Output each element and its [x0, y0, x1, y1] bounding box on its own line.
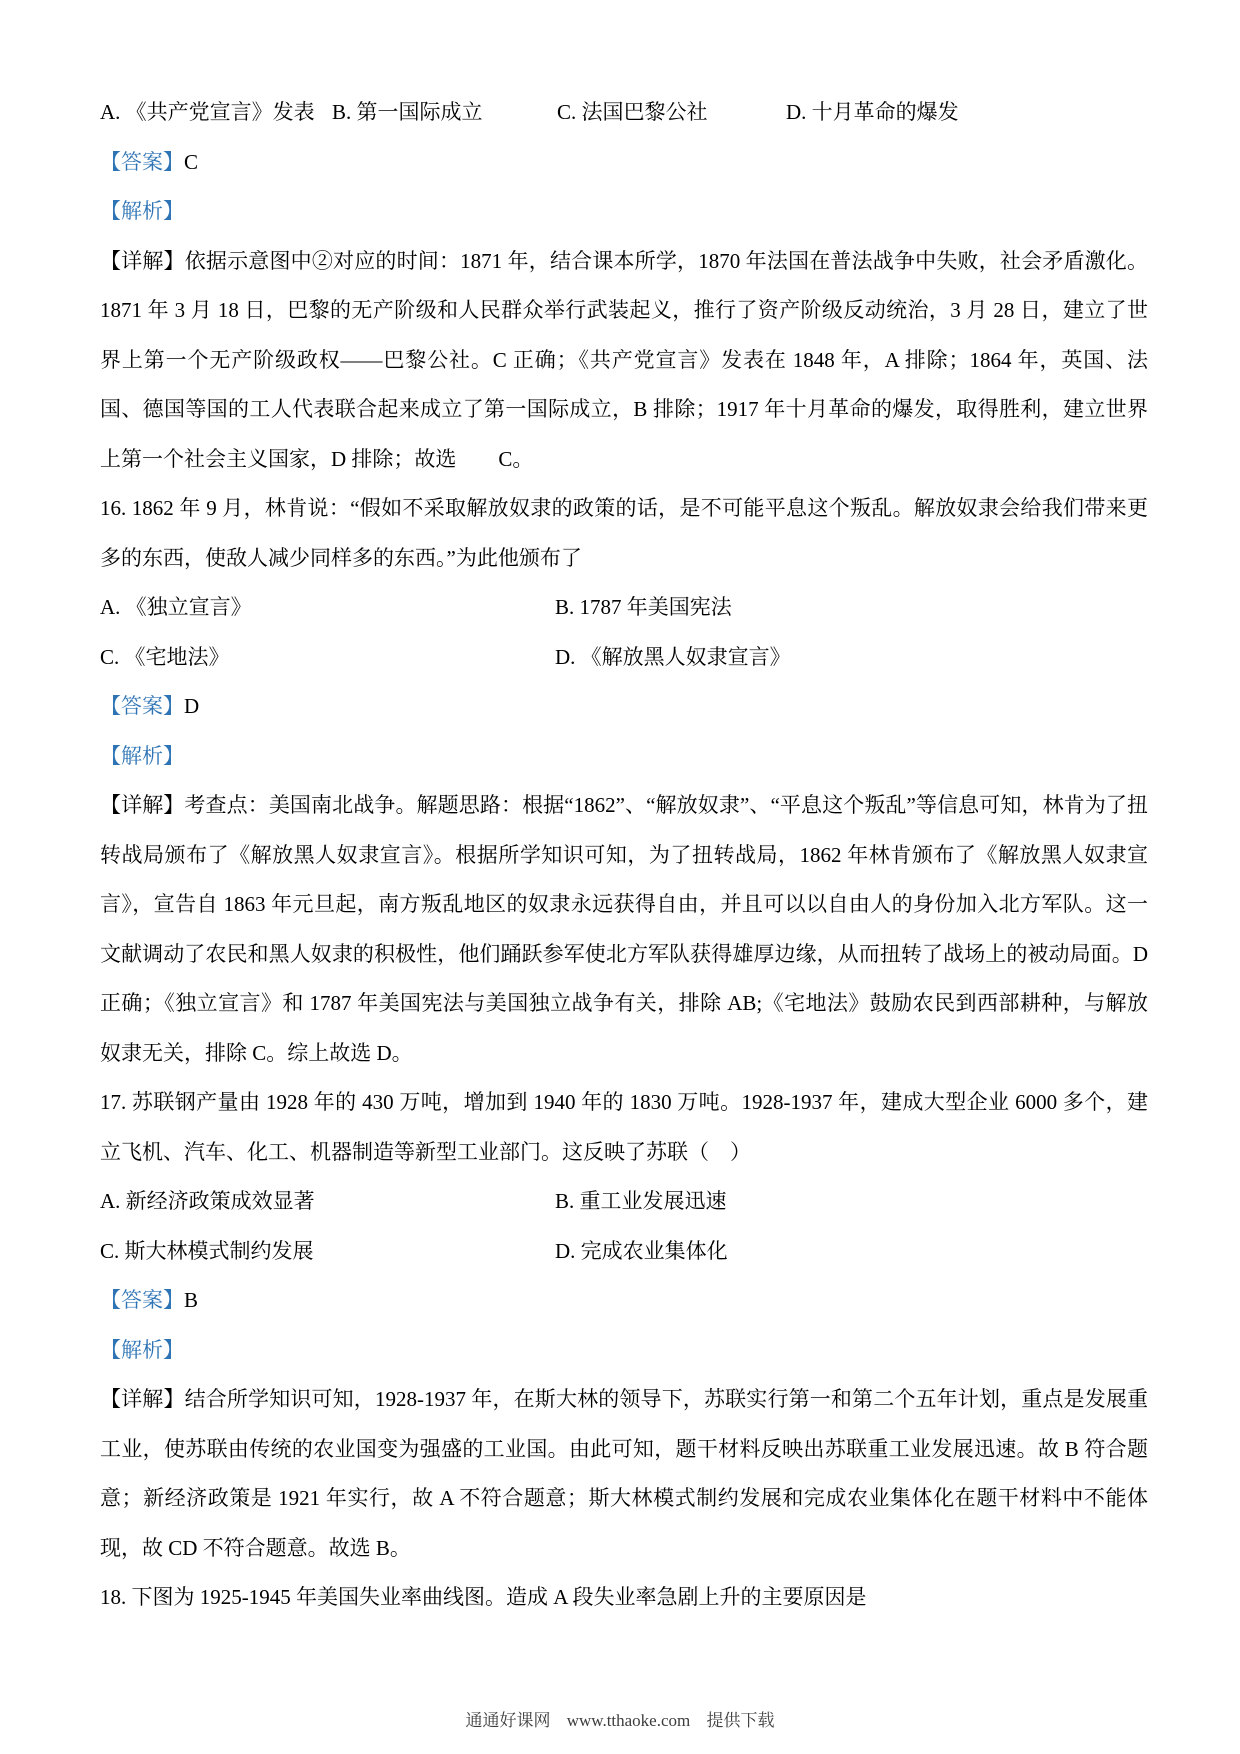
q17-stem-paragraph: 17. 苏联钢产量由 1928 年的 430 万吨，增加到 1940 年的 1830 万吨。1928-1937 年，建成大型企业 6000 多个，建立飞机、汽车、化工、机器制造等新型工业部门。这反映了苏联（ ） — [100, 1090, 1148, 1164]
page-footer — [0, 1710, 1240, 1732]
q16-option-a: A. 《独立宣言》 — [100, 595, 252, 619]
answer-label: 【答案】 — [100, 694, 184, 718]
q17-options-row-ab — [100, 1177, 1148, 1227]
q17-option-c: C. 斯大林模式制约发展 — [100, 1238, 314, 1263]
footer-site-name: 通通好课网 — [465, 1711, 551, 1730]
q17-option-a: A. 新经济政策成效显著 — [100, 1189, 315, 1213]
q15-answer-line — [100, 138, 1148, 188]
q16-options-row-ab — [100, 583, 1148, 633]
q15-detail-paragraph: 【详解】依据示意图中②对应的时间：1871 年，结合课本所学，1870 年法国在普法战争中失败，社会矛盾激化。1871 年 3 月 18 日，巴黎的无产阶级和人民群众举行武装起义，推行了资产阶级反动统治，3 月 28 日，建立了世界上第一个无产阶级政权——巴黎公社。C 正确；《共产党宣言》发表在 1848 年，A 排除；1864 年，英国、法国、德国等国的工人代表联合起来成立了第一国际成立，B 排除；1917 年十月革命的爆发，取得胜利，建立世界上第一个社会主义国家，D 排除；故选 C。 — [100, 248, 1148, 471]
q15-options-row — [100, 88, 1148, 138]
q18-stem-paragraph: 18. 下图为 1925-1945 年美国失业率曲线图。造成 A 段失业率急剧上升的主要原因是 — [100, 1585, 867, 1609]
q15-answer-value: C — [184, 149, 199, 174]
q16-detail-paragraph: 【详解】考查点：美国南北战争。解题思路：根据“1862”、“解放奴隶”、“平息这个叛乱”等信息可知，林肯为了扭转战局颁布了《解放黑人奴隶宣言》。根据所学知识可知，为了扭转战局，1862 年林肯颁布了《解放黑人奴隶宣言》，宣告自 1863 年元旦起，南方叛乱地区的奴隶永远获得自由，并且可以以自由人的身份加入北方军队。这一文献调动了农民和黑人奴隶的积极性，他们踊跃参军使北方军队获得雄厚边缘，从而扭转了战场上的被动局面。D 正确；《独立宣言》和 1787 年美国宪法与美国独立战争有关，排除 AB;《宅地法》鼓励农民到西部耕种，与解放奴隶无关，排除 C。综上故选 D。 — [100, 793, 1148, 1065]
q17-option-b: B. 重工业发展迅速 — [555, 1189, 727, 1213]
q15-option-c: C. 法国巴黎公社 — [557, 100, 708, 124]
q16-answer-line — [100, 682, 1148, 732]
q17-options-row-cd — [100, 1227, 1148, 1277]
answer-label: 【答案】 — [100, 149, 184, 174]
q15-analysis-line — [100, 187, 1148, 237]
footer-url: www.tthaoke.com — [566, 1711, 691, 1730]
answer-label: 【答案】 — [100, 1288, 184, 1312]
q15-option-a: A. 《共产党宣言》发表 — [100, 100, 315, 124]
q17-detail-paragraph: 【详解】结合所学知识可知，1928-1937 年，在斯大林的领导下，苏联实行第一和第二个五年计划，重点是发展重工业，使苏联由传统的农业国变为强盛的工业国。由此可知，题干材料反映出苏联重工业发展迅速。故 B 符合题意；新经济政策是 1921 年实行，故 A 不符合题意；斯大林模式制约发展和完成农业集体化在题干材料中不能体现，故 CD 不符合题意。故选 B。 — [100, 1387, 1148, 1560]
q16-options-row-cd — [100, 633, 1148, 683]
q16-option-c: C. 《宅地法》 — [100, 644, 230, 669]
q16-option-b: B. 1787 年美国宪法 — [555, 595, 732, 619]
analysis-label: 【解析】 — [100, 1337, 184, 1362]
analysis-label: 【解析】 — [100, 199, 184, 223]
q16-stem-paragraph: 16. 1862 年 9 月，林肯说：“假如不采取解放奴隶的政策的话，是不可能平息这个叛乱。解放奴隶会给我们带来更多的东西，使敌人减少同样多的东西。”为此他颁布了 — [100, 496, 1148, 570]
q15-option-b: B. 第一国际成立 — [332, 100, 483, 124]
q16-option-d: D. 《解放黑人奴隶宣言》 — [555, 644, 791, 669]
q17-answer-value: B — [184, 1288, 199, 1312]
q17-option-d: D. 完成农业集体化 — [555, 1238, 728, 1263]
analysis-label: 【解析】 — [100, 743, 184, 768]
q15-option-d: D. 十月革命的爆发 — [786, 100, 959, 124]
q16-analysis-line — [100, 732, 1148, 782]
q17-analysis-line — [100, 1326, 1148, 1376]
q16-answer-value: D — [184, 694, 200, 718]
q17-answer-line — [100, 1276, 1148, 1326]
footer-suffix: 提供下载 — [706, 1711, 775, 1730]
